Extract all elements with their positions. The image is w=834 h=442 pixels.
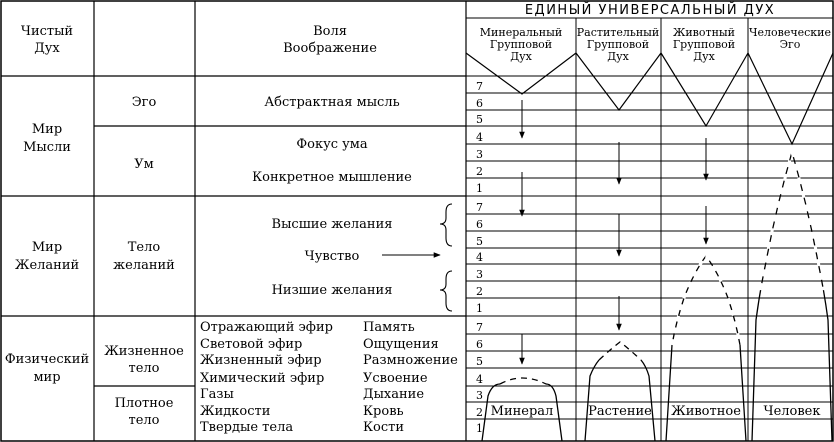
lvl-thought-1: 1 — [476, 182, 483, 195]
lvl-desire-4: 4 — [476, 251, 483, 264]
lvl-desire-3: 3 — [476, 268, 483, 281]
lvl-thought-7: 7 — [476, 80, 483, 93]
matter-3: Твердые тела — [200, 420, 294, 435]
matter-function-3: Кости — [363, 420, 405, 435]
human-header-1: Человеческие — [749, 26, 831, 39]
spirit-v-shapes — [466, 53, 833, 144]
world-desire-1: Мир — [31, 240, 63, 255]
lvl-physical-3: 3 — [476, 389, 483, 402]
human-header-2: Эго — [779, 38, 801, 51]
world-labels — [5, 122, 89, 385]
higher-desires: Высшие желания — [271, 217, 393, 232]
ether-function-1: Память — [363, 320, 415, 335]
kingdom-human: Человек — [763, 404, 821, 419]
animal-header-3: Дух — [693, 50, 715, 63]
matter-2: Жидкости — [200, 404, 271, 419]
animal-header-2: Групповой — [672, 38, 736, 51]
universal-spirit-title: ЕДИНЫЙ УНИВЕРСАЛЬНЫЙ ДУХ — [524, 3, 776, 18]
mineral-header-3: Дух — [510, 50, 532, 63]
column-separators — [576, 18, 748, 441]
braces — [440, 204, 452, 311]
ether-function-2: Ощущения — [363, 337, 439, 352]
feeling: Чувство — [304, 249, 360, 264]
header-texts — [21, 24, 377, 56]
lvl-physical-2: 2 — [476, 406, 483, 419]
plant-header-2: Групповой — [586, 38, 650, 51]
kingdom-mineral: Минерал — [490, 404, 554, 419]
will-label: Воля — [313, 24, 347, 39]
mineral-header-2: Групповой — [489, 38, 553, 51]
spirit-label-2: Дух — [34, 41, 60, 56]
level-grid — [466, 18, 833, 419]
ether-function-4: Усвоение — [363, 371, 428, 386]
ether-4: Химический эфир — [200, 371, 325, 386]
kingdom-animal: Животное — [671, 404, 741, 419]
mind-label: Ум — [134, 157, 154, 172]
column-headers — [480, 26, 831, 63]
level-numbers — [476, 80, 483, 435]
lvl-physical-4: 4 — [476, 373, 483, 386]
lvl-thought-4: 4 — [476, 131, 483, 144]
lvl-desire-1: 1 — [476, 302, 483, 315]
kingdom-curves — [482, 152, 832, 441]
dense-body-2: тело — [128, 413, 160, 428]
plant-header-1: Растительный — [576, 26, 660, 39]
ether-3: Жизненный эфир — [200, 353, 322, 368]
world-thought-1: Мир — [31, 122, 63, 137]
concrete-thinking: Конкретное мышление — [252, 170, 412, 185]
lvl-desire-7: 7 — [476, 201, 483, 214]
world-thought-2: Мысли — [23, 140, 71, 155]
spirit-label-1: Чистый — [20, 24, 74, 39]
mineral-header-1: Минеральный — [479, 26, 563, 39]
lvl-desire-6: 6 — [476, 218, 483, 231]
lvl-physical-6: 6 — [476, 338, 483, 351]
lvl-thought-5: 5 — [476, 113, 483, 126]
vital-body-1: Жизненное — [104, 344, 184, 359]
ether-2: Световой эфир — [200, 337, 303, 352]
lvl-physical-5: 5 — [476, 355, 483, 368]
abstract-thought: Абстрактная мысль — [264, 95, 400, 110]
matter-1: Газы — [200, 387, 234, 402]
physical-texts — [200, 320, 458, 435]
world-physical-2: мир — [33, 370, 61, 385]
lvl-desire-5: 5 — [476, 235, 483, 248]
lvl-desire-2: 2 — [476, 285, 483, 298]
imagination-label: Воображение — [283, 41, 377, 56]
plant-header-3: Дух — [607, 50, 629, 63]
lower-desires: Низшие желания — [271, 283, 393, 298]
kingdom-plant: Растение — [588, 404, 652, 419]
lvl-thought-6: 6 — [476, 97, 483, 110]
ego-label: Эго — [131, 95, 157, 110]
lvl-thought-2: 2 — [476, 165, 483, 178]
animal-header-1: Животный — [672, 26, 736, 39]
lvl-physical-1: 1 — [476, 422, 483, 435]
desire-body-1: Тело — [127, 240, 161, 255]
world-desire-2: Желаний — [14, 258, 80, 273]
ether-1: Отражающий эфир — [200, 320, 333, 335]
matter-function-2: Кровь — [363, 404, 404, 419]
world-physical-1: Физический — [4, 352, 90, 367]
matter-function-1: Дыхание — [363, 387, 425, 402]
lvl-physical-7: 7 — [476, 321, 483, 334]
kingdom-labels — [491, 404, 821, 419]
focus-of-mind: Фокус ума — [296, 137, 368, 152]
ether-function-3: Размножение — [363, 353, 458, 368]
vital-body-2: тело — [128, 361, 160, 376]
descent-arrows — [382, 100, 706, 364]
dense-body-1: Плотное — [114, 396, 174, 411]
sub-labels — [104, 95, 184, 428]
desire-body-2: желаний — [113, 258, 175, 273]
lvl-thought-3: 3 — [476, 148, 483, 161]
